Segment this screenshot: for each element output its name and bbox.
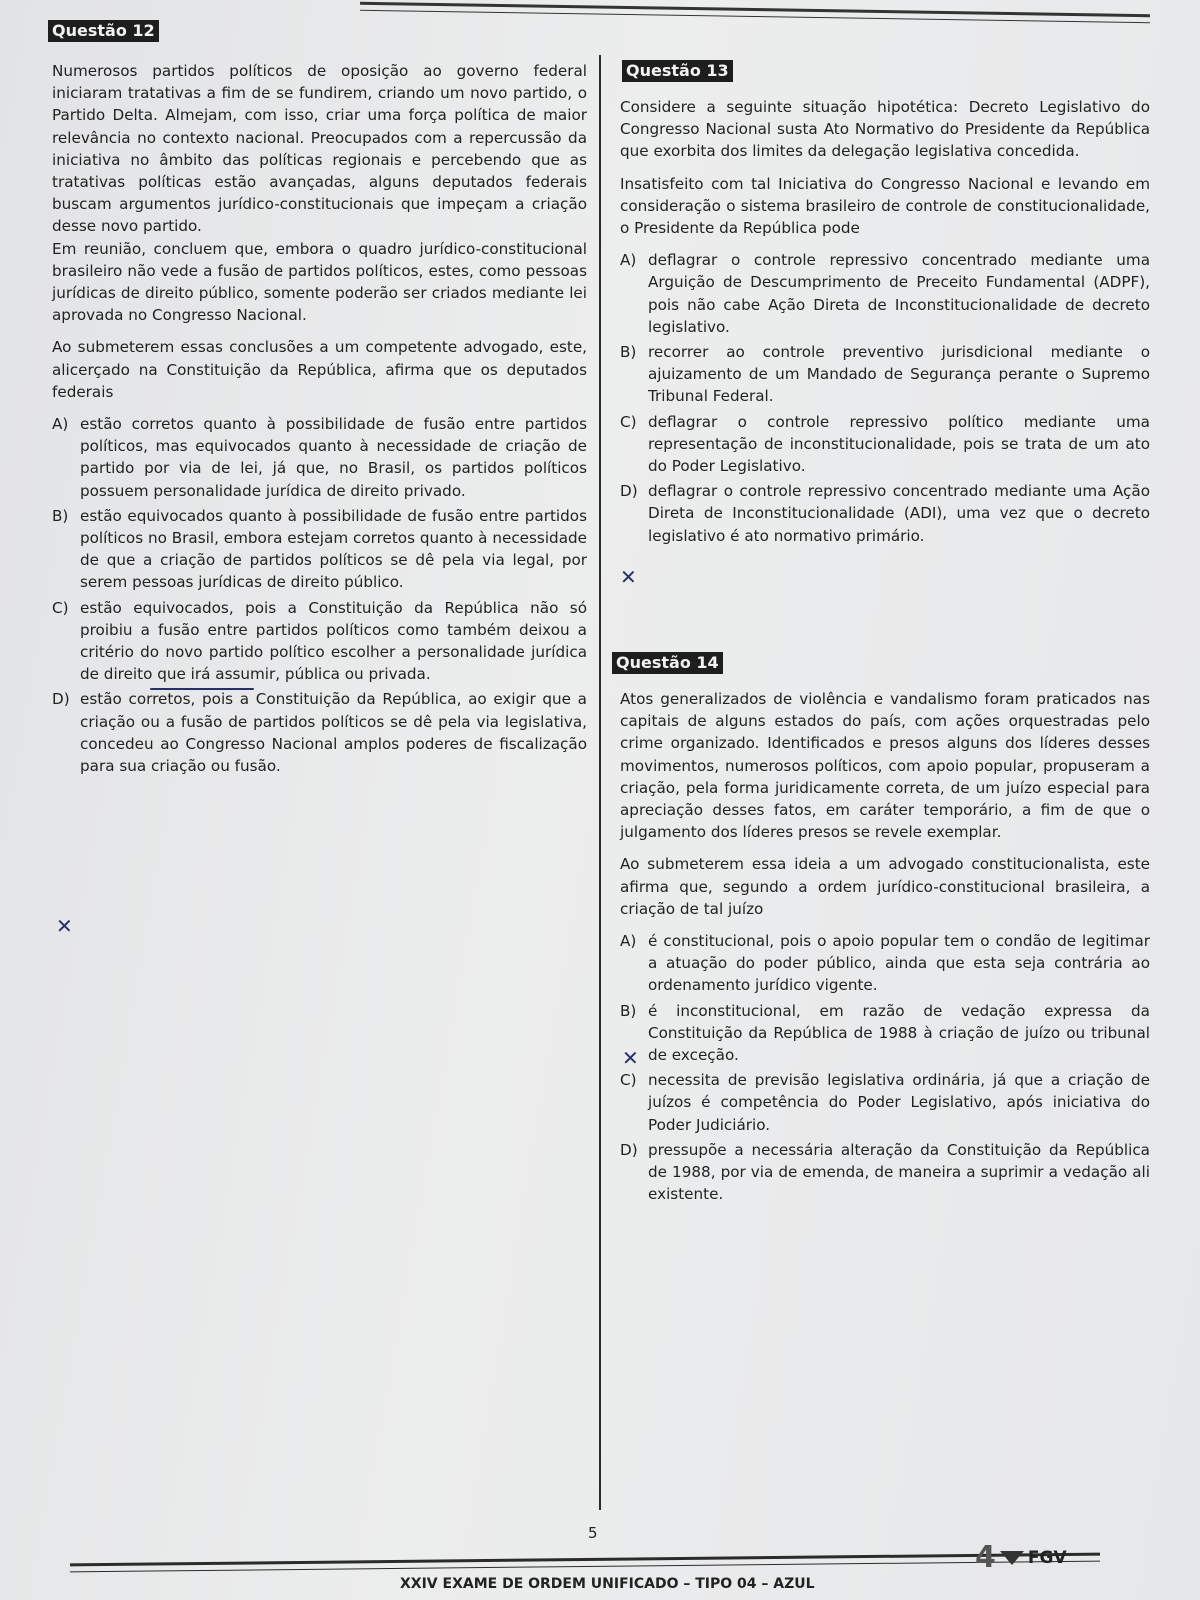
question-14-option-d[interactable] (620, 1139, 1150, 1206)
question-14 (620, 688, 1150, 1208)
question-14-label: Questão 14 (612, 652, 723, 674)
option-text: deflagrar o controle repressivo político mediante uma representação de inconstitucionalidade, pois se trata de um ato do Poder Legislativo. (648, 412, 1150, 476)
top-rule (360, 2, 1150, 17)
option-text: é inconstitucional, em razão de vedação expressa da Constituição da República de 1988 à criação de juízo ou tribunal de exceção. (648, 1001, 1150, 1065)
option-text: estão equivocados, pois a Constituição da República não só proibiu a fusão entre partidos políticos como também deixou a critério do novo partido político escolher a personalidade jurídica de direito que irá assumir, pública ou privada. (80, 598, 587, 684)
option-letter: D) (52, 690, 70, 709)
question-12-option-d[interactable] (52, 688, 587, 777)
option-text: recorrer ao controle preventivo jurisdicional mediante o ajuizamento de um Mandado de Segurança perante o Supremo Tribunal Federal. (648, 343, 1150, 406)
option-letter: D) (620, 1140, 638, 1159)
column-divider (599, 55, 601, 1510)
option-letter: B) (620, 1001, 637, 1020)
question-12-option-a[interactable] (52, 413, 587, 502)
option-letter: B) (620, 343, 637, 362)
option-text: estão corretos quanto à possibilidade de fusão entre partidos políticos, mas equivocados quanto à necessidade de criação de partido por via de lei, já que, no Brasil, os partidos políticos possuem personalidade jurídica de direito privado. (80, 415, 587, 500)
option-text: estão corretos, pois a Constituição da República, ao exigir que a criação ou a fusão de partidos políticos se dê pela via legislativa, concedeu ao Congresso Nacional amplos poderes de fiscalização para sua criação ou fusão. (80, 690, 587, 776)
question-14-option-c[interactable] (620, 1069, 1150, 1136)
option-text: estão equivocados quanto à possibilidade de fusão entre partidos políticos no Brasil, embora estejam corretos quanto à necessidade de que a criação de partidos políticos se dê pela via legal, por serem pessoas jurídicas de direito público. (80, 506, 587, 592)
question-12-label: Questão 12 (48, 20, 159, 42)
question-13-option-d[interactable] (620, 480, 1150, 547)
question-13-option-a[interactable] (620, 249, 1150, 338)
exam-type-number: 4 (975, 1540, 996, 1575)
question-12-paragraph: Numerosos partidos políticos de oposição ao governo federal iniciaram tratativas a fim de se fundirem, criando um novo partido, o Partido Delta. Almejam, com isso, criar uma força política de maior relevância no contexto nacional. Preocupados com a repercussão da iniciativa no âmbito das políticas regionais e percebendo que as tratativas políticas estão avançadas, alguns deputados federais buscam argumentos jurídico-constitucionais que impeçam a criação desse novo partido. (52, 62, 587, 236)
question-13-label: Questão 13 (622, 60, 733, 82)
fgv-logo (975, 1540, 1067, 1575)
option-text: é constitucional, pois o apoio popular tem o condão de legitimar a atuação do poder público, ainda que esta seja contrária ao ordenamento jurídico vigente. (648, 932, 1150, 995)
bottom-rule (70, 1553, 1100, 1567)
option-text: pressupõe a necessária alteração da Constituição da República de 1988, por via de emenda, de maneira a suprimir a vedação ali existente. (648, 1140, 1150, 1204)
option-letter: A) (52, 415, 69, 434)
question-13-option-b[interactable] (620, 341, 1150, 408)
question-12-option-c[interactable] (52, 597, 587, 686)
pen-x-mark-icon: ✕ (56, 914, 73, 938)
option-text: necessita de previsão legislativa ordinária, já que a criação de juízos é competência do Poder Legislativo, após iniciativa do Poder Judiciário. (648, 1071, 1150, 1134)
question-14-paragraph: Ao submeterem essa ideia a um advogado constitucionalista, este afirma que, segundo a ordem jurídico-constitucional brasileira, a criação de tal juízo (620, 855, 1150, 918)
page-number: 5 (588, 1524, 598, 1542)
option-letter: C) (620, 412, 637, 431)
option-letter: D) (620, 482, 638, 501)
question-13-option-c[interactable] (620, 411, 1150, 478)
question-14-paragraph: Atos generalizados de violência e vandalismo foram praticados nas capitais de alguns estados do país, com ações orquestradas pelo crime organizado. Identificados e presos alguns dos líderes desses movimentos, numerosos políticos, com apoio popular, propuseram a criação, pela forma juridicamente correta, de um juízo especial para apreciação desses fatos, em caráter temporário, a fim de que o julgamento dos líderes presos se revele exemplar. (620, 690, 1150, 842)
question-12-option-b[interactable] (52, 505, 587, 594)
option-letter: A) (620, 932, 637, 951)
fgv-chevron-icon (1000, 1551, 1024, 1565)
question-13-paragraph: Considere a seguinte situação hipotética: Decreto Legislativo do Congresso Nacional susta Ato Normativo do Presidente da República que exorbita dos limites da delegação legislativa concedida. (620, 98, 1150, 161)
pen-x-mark-icon: ✕ (622, 1046, 639, 1070)
option-text: deflagrar o controle repressivo concentrado mediante uma Arguição de Descumprimento de Preceito Fundamental (ADPF), pois não cabe Ação Direta de Inconstitucionalidade de decreto legislativo. (648, 251, 1150, 336)
question-14-option-b[interactable] (620, 1000, 1150, 1067)
fgv-brand-text: FGV (1027, 1547, 1067, 1568)
pen-underline-mark (150, 688, 254, 690)
question-12-paragraph: Ao submeterem essas conclusões a um competente advogado, este, alicerçado na Constituição da República, afirma que os deputados federais (52, 338, 587, 401)
option-text: deflagrar o controle repressivo concentrado mediante uma Ação Direta de Inconstitucionalidade (ADI), uma vez que o decreto legislativo é ato normativo primário. (648, 482, 1150, 545)
option-letter: A) (620, 251, 637, 270)
question-12-paragraph: Em reunião, concluem que, embora o quadro jurídico-constitucional brasileiro não vede a fusão de partidos políticos, estes, como pessoas jurídicas de direito público, somente poderão ser criados mediante lei aprovada no Congresso Nacional. (52, 239, 587, 325)
option-letter: C) (52, 598, 69, 617)
question-12 (52, 60, 587, 780)
exam-title: XXIV EXAME DE ORDEM UNIFICADO – TIPO 04 – AZUL (400, 1576, 815, 1592)
question-13-paragraph: Insatisfeito com tal Iniciativa do Congresso Nacional e levando em consideração o sistema brasileiro de controle de constitucionalidade, o Presidente da República pode (620, 174, 1150, 238)
question-14-option-a[interactable] (620, 930, 1150, 997)
option-letter: C) (620, 1071, 637, 1090)
pen-x-mark-icon: ✕ (620, 565, 637, 589)
question-13 (620, 96, 1150, 550)
option-letter: B) (52, 506, 69, 525)
